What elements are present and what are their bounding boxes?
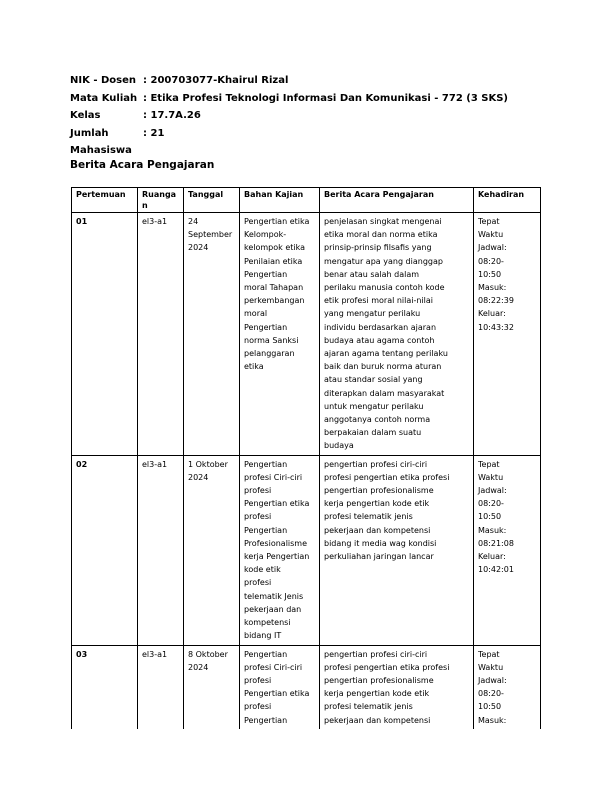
cell-line: Pengertian xyxy=(244,269,288,279)
cell-line: profesi xyxy=(244,578,272,588)
cell-line: pengertian profesionalisme xyxy=(324,675,434,685)
cell-line: Tepat xyxy=(478,649,500,659)
cell-line: ajaran agama tentang perilaku xyxy=(324,349,448,359)
cell-line: budaya atau agama contoh xyxy=(324,335,435,345)
cell-berita-acara xyxy=(320,213,474,456)
cell-line: kode etik xyxy=(244,565,281,575)
cell-ruangan: el3-a1 xyxy=(138,645,184,729)
cell-line: individu berdasarkan ajaran xyxy=(324,322,437,332)
cell-line: kerja Pengertian xyxy=(244,552,310,562)
cell-line: norma Sanksi xyxy=(244,335,299,345)
jumlah-label: Jumlah Mahasiswa xyxy=(70,127,132,156)
cell-line: etika xyxy=(244,362,264,372)
nik-label: NIK - Dosen xyxy=(70,75,136,86)
cell-line: profesi pengertian etika profesi xyxy=(324,662,450,672)
cell-bahan-kajian xyxy=(240,455,320,645)
mata-kuliah-value: : Etika Profesi Teknologi Informasi Dan Komunikasi - 772 (3 SKS) xyxy=(143,92,508,104)
cell-line: Tepat xyxy=(478,217,500,226)
cell-line: 10:50 xyxy=(478,512,502,522)
cell-line: 10:43:32 xyxy=(478,322,514,332)
cell-line: Pengertian xyxy=(244,715,288,725)
cell-berita-acara xyxy=(320,455,474,645)
cell-line: 2024 xyxy=(188,243,209,253)
nik-value: : 200703077-Khairul Rizal xyxy=(143,75,289,86)
cell-bahan-kajian xyxy=(240,645,320,729)
cell-line: Pengertian xyxy=(244,322,288,332)
cell-tanggal xyxy=(184,645,240,729)
cell-line: profesi xyxy=(244,702,272,712)
cell-line: Tepat xyxy=(478,459,500,469)
cell-line: Jadwal: xyxy=(478,243,507,253)
cell-line: yang mengatur perilaku xyxy=(324,309,421,319)
cell-line: perilaku manusia contoh kode xyxy=(324,283,445,293)
cell-kehadiran xyxy=(474,645,541,729)
cell-line: Penilaian etika xyxy=(244,256,303,266)
cell-line: etika moral dan norma etika xyxy=(324,230,438,240)
cell-line: pelanggaran xyxy=(244,349,295,359)
header-info xyxy=(70,72,508,160)
cell-line: pekerjaan dan xyxy=(244,604,302,614)
cell-line: penjelasan singkat mengenai xyxy=(324,217,442,226)
cell-line: berpakaian dalam suatu xyxy=(324,428,422,438)
cell-line: 10:42:01 xyxy=(478,565,514,575)
cell-line: etik profesi moral nilai-nilai xyxy=(324,296,434,306)
cell-line: 10:50 xyxy=(478,702,502,712)
cell-line: 2024 xyxy=(188,472,209,482)
cell-line: Masuk: xyxy=(478,283,507,293)
cell-line: pengertian profesi ciri-ciri xyxy=(324,649,428,659)
cell-line: profesi pengertian etika profesi xyxy=(324,472,450,482)
cell-line: perkuliahan jaringan lancar xyxy=(324,552,434,562)
cell-line: kerja pengertian kode etik xyxy=(324,689,430,699)
cell-line: pengertian profesi ciri-ciri xyxy=(324,459,428,469)
cell-line: untuk mengatur perilaku xyxy=(324,401,424,411)
cell-bahan-kajian xyxy=(240,213,320,456)
cell-kehadiran xyxy=(474,455,541,645)
cell-line: atau standar sosial yang xyxy=(324,375,423,385)
cell-line: kelompok etika xyxy=(244,243,306,253)
cell-berita-acara xyxy=(320,645,474,729)
cell-line: Pengertian xyxy=(244,459,288,469)
header-pertemuan: Pertemuan xyxy=(72,188,138,213)
cell-line: kerja pengertian kode etik xyxy=(324,499,430,509)
cell-line: bidang it media wag kondisi xyxy=(324,538,437,548)
mata-kuliah-label: Mata Kuliah xyxy=(70,92,138,104)
header-berita-acara: Berita Acara Pengajaran xyxy=(320,188,474,213)
cell-line: profesi Ciri-ciri xyxy=(244,472,303,482)
cell-line: Profesionalisme xyxy=(244,538,308,548)
cell-line: Masuk: xyxy=(478,525,507,535)
table-row xyxy=(72,455,541,645)
cell-line: profesi telematik jenis xyxy=(324,512,413,522)
cell-line: pengertian profesionalisme xyxy=(324,486,434,496)
cell-line: September xyxy=(188,230,233,240)
cell-line: anggotanya contoh norma xyxy=(324,415,431,425)
cell-line: 10:50 xyxy=(478,269,502,279)
info-row-kelas xyxy=(70,107,508,125)
cell-line: profesi xyxy=(244,675,272,685)
cell-line: 08:20- xyxy=(478,689,504,699)
table-row xyxy=(72,645,541,729)
cell-ruangan: el3-a1 xyxy=(138,455,184,645)
cell-line: 1 Oktober xyxy=(188,459,228,469)
cell-line: prinsip-prinsip filsafis yang xyxy=(324,243,432,253)
cell-line: Waktu xyxy=(478,230,504,240)
cell-pertemuan: 02 xyxy=(72,455,138,645)
cell-line: pekerjaan dan kompetensi xyxy=(324,525,431,535)
cell-ruangan: el3-a1 xyxy=(138,213,184,456)
cell-line: kompetensi xyxy=(244,618,291,628)
header-kehadiran: Kehadiran xyxy=(474,188,541,213)
cell-line: budaya xyxy=(324,441,354,451)
berita-acara-table xyxy=(71,187,541,729)
cell-line: 08:20- xyxy=(478,256,504,266)
cell-line: 08:21:08 xyxy=(478,538,514,548)
cell-line: Keluar: xyxy=(478,309,506,319)
cell-line: Pengertian xyxy=(244,525,288,535)
cell-line: profesi xyxy=(244,512,272,522)
info-row-mata-kuliah xyxy=(70,90,508,108)
cell-pertemuan: 01 xyxy=(72,213,138,456)
cell-line: pekerjaan dan kompetensi xyxy=(324,715,431,725)
cell-line: Keluar: xyxy=(478,552,506,562)
cell-line: Waktu xyxy=(478,472,504,482)
header-tanggal: Tanggal xyxy=(184,188,240,213)
cell-line: benar atau salah dalam xyxy=(324,269,420,279)
cell-tanggal xyxy=(184,213,240,456)
cell-line: profesi telematik jenis xyxy=(324,702,413,712)
cell-line: 2024 xyxy=(188,662,209,672)
cell-line: Pengertian xyxy=(244,649,288,659)
cell-line: Masuk: xyxy=(478,715,507,725)
info-row-jumlah xyxy=(70,125,508,160)
cell-line: moral xyxy=(244,309,268,319)
cell-line: telematik Jenis xyxy=(244,591,304,601)
cell-line: 8 Oktober xyxy=(188,649,228,659)
cell-line: perkembangan xyxy=(244,296,305,306)
cell-line: diterapkan dalam masyarakat xyxy=(324,388,445,398)
cell-line: Pengertian etika xyxy=(244,217,310,226)
table-row xyxy=(72,213,541,456)
cell-pertemuan: 03 xyxy=(72,645,138,729)
cell-line: moral Tahapan xyxy=(244,283,304,293)
cell-line: baik dan buruk norma aturan xyxy=(324,362,442,372)
cell-line: 08:20- xyxy=(478,499,504,509)
cell-line: Pengertian etika xyxy=(244,689,310,699)
jumlah-value: : 21 xyxy=(143,127,165,139)
cell-line: bidang IT xyxy=(244,631,282,641)
cell-line: 08:22:39 xyxy=(478,296,514,306)
section-title: Berita Acara Pengajaran xyxy=(70,159,215,171)
cell-line: Waktu xyxy=(478,662,504,672)
cell-kehadiran xyxy=(474,213,541,456)
header-bahan-kajian: Bahan Kajian xyxy=(240,188,320,213)
table-header-row xyxy=(72,188,541,213)
kelas-value: : 17.7A.26 xyxy=(143,110,201,121)
cell-tanggal xyxy=(184,455,240,645)
cell-line: Pengertian etika xyxy=(244,499,310,509)
kelas-label: Kelas xyxy=(70,110,101,121)
cell-line: profesi Ciri-ciri xyxy=(244,662,303,672)
cell-line: profesi xyxy=(244,486,272,496)
info-row-nik xyxy=(70,72,508,90)
cell-line: Jadwal: xyxy=(478,675,507,685)
cell-line: 24 xyxy=(188,217,199,226)
cell-line: Kelompok- xyxy=(244,230,287,240)
cell-line: Jadwal: xyxy=(478,486,507,496)
cell-line: mengatur apa yang dianggap xyxy=(324,256,443,266)
header-ruangan: Ruangan xyxy=(138,188,184,213)
